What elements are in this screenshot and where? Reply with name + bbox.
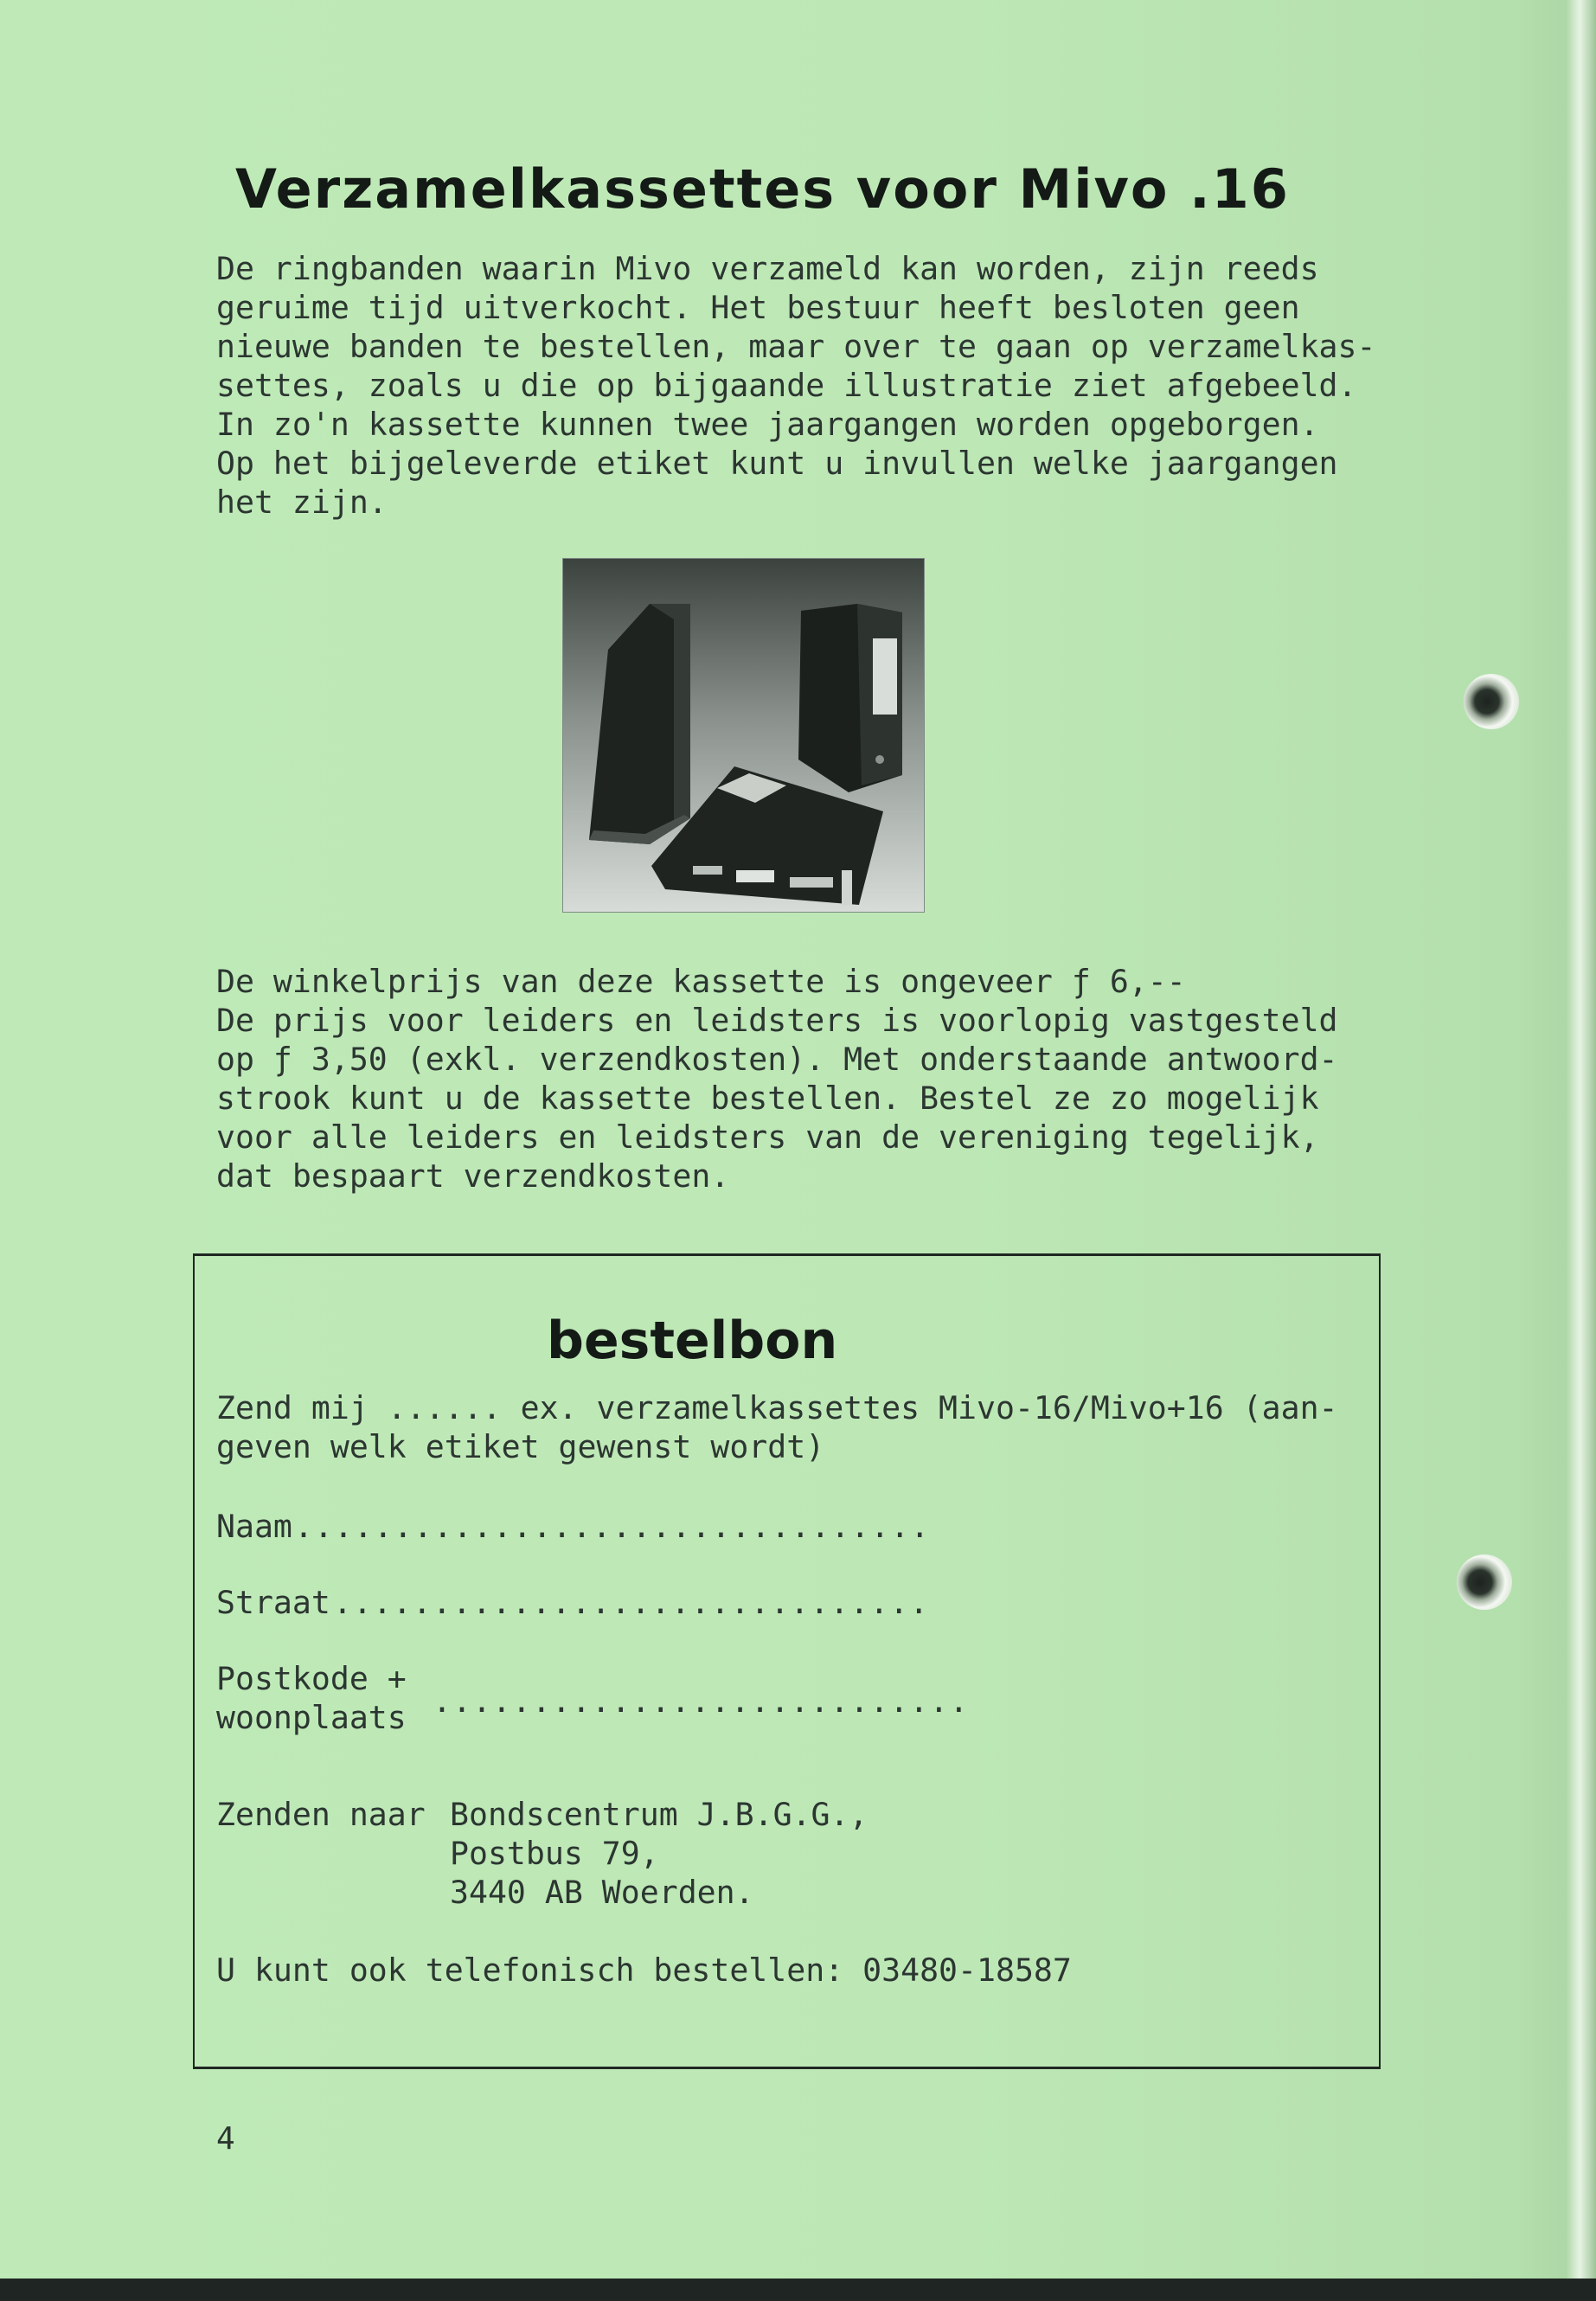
order-form-heading: bestelbon (547, 1311, 838, 1371)
send-to-label: Zenden naar (216, 1796, 426, 1833)
order-intro-line-1: Zend mij ...... ex. verzamelkassettes Mivo-16/Mivo+16 (aan- (216, 1389, 1338, 1426)
cassette-photo (562, 558, 925, 913)
street-field[interactable]: .............................. (333, 1584, 930, 1621)
address-line-2: Postbus 79, (450, 1835, 659, 1872)
article-paragraph-1: De ringbanden waarin Mivo verzameld kan worden, zijn reeds geruime tijd uitverkocht. Het bestuur heeft besloten geen nieuwe banden te bestellen, maar over te gaan op verzamelkas- settes, zoals u die op bijgaande illustratie ziet afgebeeld. In zo'n kassette kunnen twee jaargangen worden opgeborgen. Op het bijgeleverde etiket kunt u invullen welke jaargangen het zijn. (216, 250, 1376, 521)
scan-border (0, 2279, 1596, 2301)
punch-hole-icon (1464, 674, 1519, 729)
punch-hole-icon (1457, 1554, 1512, 1610)
name-label: Naam (216, 1508, 292, 1545)
order-intro-line-2: geven welk etiket gewenst wordt) (216, 1428, 825, 1465)
phone-order-note: U kunt ook telefonisch bestellen: 03480-18587 (216, 1952, 1072, 1989)
address-line-1: Bondscentrum J.B.G.G., (450, 1796, 869, 1833)
article-paragraph-2: De winkelprijs van deze kassette is ongeveer ƒ 6,-- De prijs voor leiders en leidsters is voorlopig vastgesteld op ƒ 3,50 (exkl. verzendkosten). Met onderstaande antwoord- strook kunt u de kassette bestellen. Bestel ze zo mogelijk voor alle leiders en leidsters van de vereniging tegelijk, dat bespaart verzendkosten. (216, 963, 1338, 1195)
article-title: Verzamelkassettes voor Mivo .16 (235, 157, 1290, 221)
page-number: 4 (216, 2121, 235, 2157)
name-field[interactable]: ................................ (294, 1508, 931, 1545)
address-line-3: 3440 AB Woerden. (450, 1874, 754, 1911)
postcode-label-1: Postkode + (216, 1660, 407, 1697)
postcode-field[interactable]: ........................... (433, 1682, 970, 1720)
page-edge (1567, 0, 1596, 2301)
street-label: Straat (216, 1584, 330, 1621)
postcode-label-2: woonplaats (216, 1699, 407, 1736)
